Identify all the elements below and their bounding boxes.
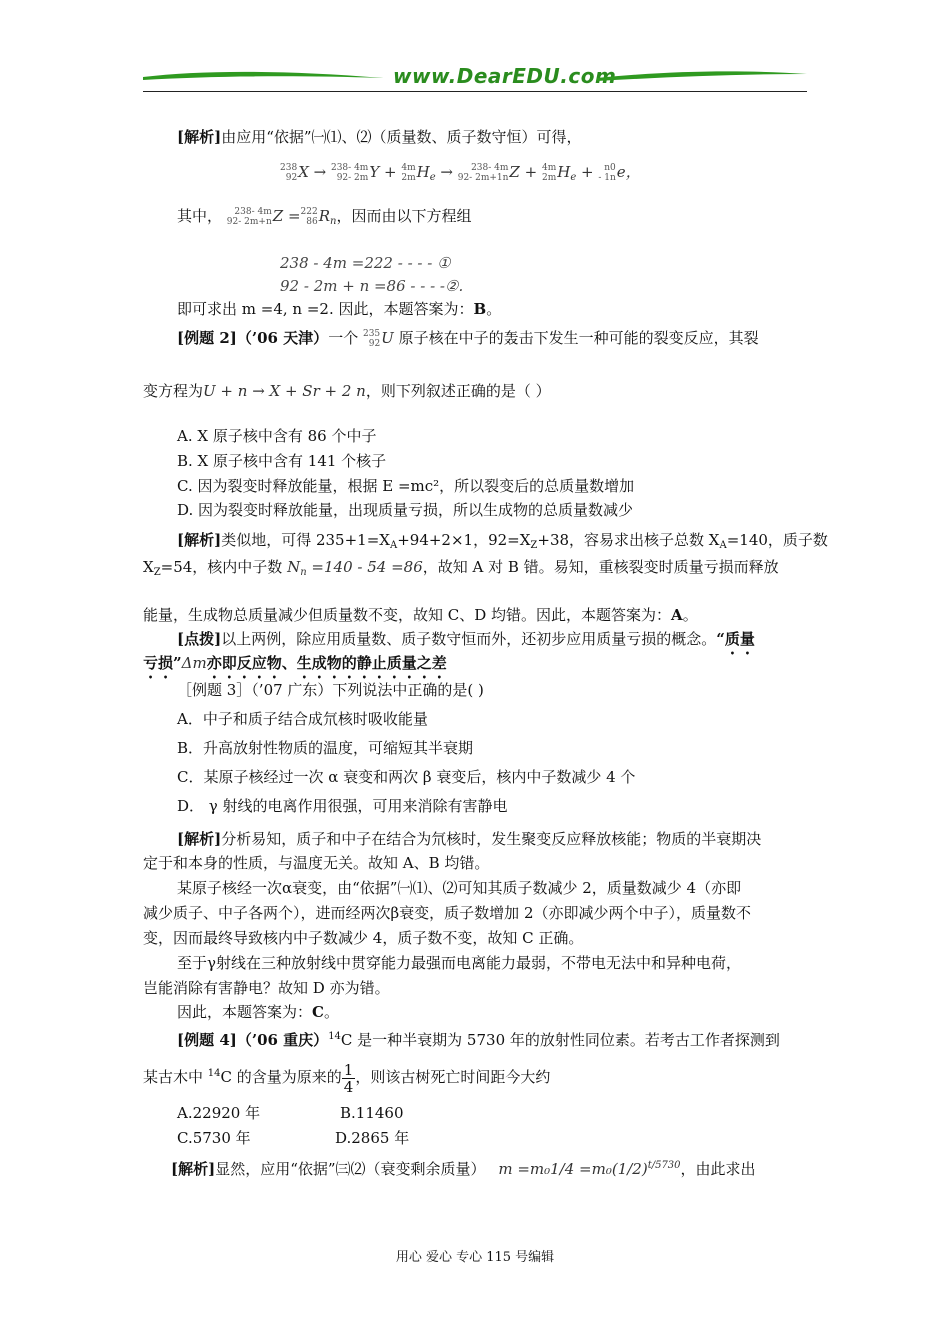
ex2-option-b: B. X 原子核中含有 141 个核子 xyxy=(177,452,387,470)
analysis-2-line1: [解析]类似地，可得 $235+1=X_A+94+2\times 1$，$92=X_Z+38$，容易求出核子总数 $X_A=140$，质子数 xyxy=(177,531,828,551)
ex3-option-c: C．某原子核经过一次 α 衰变和两次 β 衰变后，核内中子数减少 4 个 xyxy=(177,768,636,786)
ex3-option-a: A．中子和质子结合成氘核时吸收能量 xyxy=(177,710,428,728)
equation-system-1: 238 - 4m =222 - - - - ① xyxy=(280,254,451,272)
ex4-option-a: A.22920 年 xyxy=(177,1104,261,1122)
analysis-3-line1: [解析]分析易知，质子和中子在结合为氘核时，发生聚变反应释放核能；物质的半衰期决 xyxy=(177,830,762,848)
ex2-option-d: D. 因为裂变时释放能量，出现质量亏损，所以生成物的总质量数减少 xyxy=(177,501,634,519)
green-swoosh-left xyxy=(143,68,383,84)
decay-equation: 238 92 X → 238- 4m 92- 2m Y + 4m 2m $H_e$ → 238- 4m 92- 2m+1n Z + 4m 2m $H_e$ + n0 - 1n e， xyxy=(280,163,641,183)
analysis-2-line3: 能量，生成物总质量减少但质量数不变，故知 C、D 均错。因此，本题答案为：A。 xyxy=(143,606,698,624)
analysis-text: 由应用“依据”㈠⑴、⑵（质量数、质子数守恒）可得， xyxy=(221,128,582,146)
example-4-heading: [例题 4]（’06 重庆）$^{14}$C 是一种半衰期为 5730 年的放射性同位素。若考古工作者探测到 xyxy=(177,1031,780,1049)
example-2-equation-line: 变方程为U + n → X + Sr + 2 n，则下列叙述正确的是（ ） xyxy=(143,382,551,400)
ex3-option-b: B．升高放射性物质的温度，可缩短其半衰期 xyxy=(177,739,474,757)
ex4-option-c: C.5730 年 xyxy=(177,1129,251,1147)
ex2-option-c: C. 因为裂变时释放能量，根据 E =mc²，所以裂变后的总质量数增加 xyxy=(177,477,635,495)
ex3-option-d: D． γ 射线的电离作用很强，可用来消除有害静电 xyxy=(177,797,508,815)
tip-line2: 亏损”Δm亦即反应物、生成物的静止质量之差 xyxy=(143,654,447,672)
analysis-4: [解析]显然，应用“依据”㈢⑵（衰变剩余质量） $m =m_01/4 =m_0(1/2)^{t/5730}$，由此求出 xyxy=(171,1160,756,1178)
analysis-2-line2: $X_Z=54$，核内中子数 $N_n =140 - 54 =86$，故知 A 对 B 错。易知，重核裂变时质量亏损而释放 xyxy=(143,558,779,578)
ex4-option-b: B.11460 xyxy=(340,1104,404,1122)
answer-3: 因此，本题答案为：C。 xyxy=(177,1003,339,1021)
example-3-heading: ［例题 3］（’07 广东）下列说法中正确的是( ) xyxy=(177,681,484,699)
analysis-3-line7: 岂能消除有害静电？故知 D 亦为错。 xyxy=(143,979,390,997)
example-4-line2: 某古木中 $^{14}$C 的含量为原来的 $\frac{1}{4}$ ，则该古树死亡时间距今大约 xyxy=(143,1060,551,1096)
equation-system-2: 92 - 2m + n =86 - - - -②. xyxy=(280,277,464,295)
analysis-3-line5: 变，因而最终导致核内中子数减少 4，质子数不变，故知 C 正确。 xyxy=(143,929,584,947)
header-rule xyxy=(143,91,807,92)
analysis-tag: [解析] xyxy=(177,128,222,146)
where-clause: 其中， 238- 4m 92- 2m+n Z = 222 86 $R_n$，因而由以下方程组 xyxy=(177,207,472,227)
analysis-3-line4: 减少质子、中子各两个），进而经两次β衰变，质子数增加 2（亦即减少两个中子），质量数不 xyxy=(143,904,751,922)
tip-line1: [点拨]以上两例，除应用质量数、质子数守恒而外，还初步应用质量亏损的概念。“质量 xyxy=(177,630,755,648)
example-2-heading: [例题 2]（’06 天津）一个 235 92 U 原子核在中子的轰击下发生一种可能的裂变反应，其裂 xyxy=(177,329,759,349)
fraction-one-quarter: $\frac{1}{4}$ xyxy=(343,1060,354,1096)
analysis-3-line3: 某原子核经一次α衰变，由“依据”㈠⑴、⑵可知其质子数减少 2，质量数减少 4（亦即 xyxy=(177,879,742,897)
analysis-3-line2: 定于和本身的性质，与温度无关。故知 A、B 均错。 xyxy=(143,854,490,872)
page-header xyxy=(143,62,807,92)
site-logo-text: www.DearEDU.com xyxy=(393,64,617,88)
analysis-1-intro xyxy=(177,127,582,147)
analysis-3-line6: 至于γ射线在三种放射线中贯穿能力最强而电离能力最弱，不带电无法中和异种电荷， xyxy=(177,954,741,972)
answer-1: 即可求出 m =4, n =2. 因此，本题答案为：B。 xyxy=(177,300,502,318)
green-swoosh-right xyxy=(597,68,807,84)
page-footer: 用心 爱心 专心 115 号编辑 xyxy=(395,1250,555,1265)
ex2-option-a: A. X 原子核中含有 86 个中子 xyxy=(177,427,377,445)
ex4-option-d: D.2865 年 xyxy=(335,1129,410,1147)
